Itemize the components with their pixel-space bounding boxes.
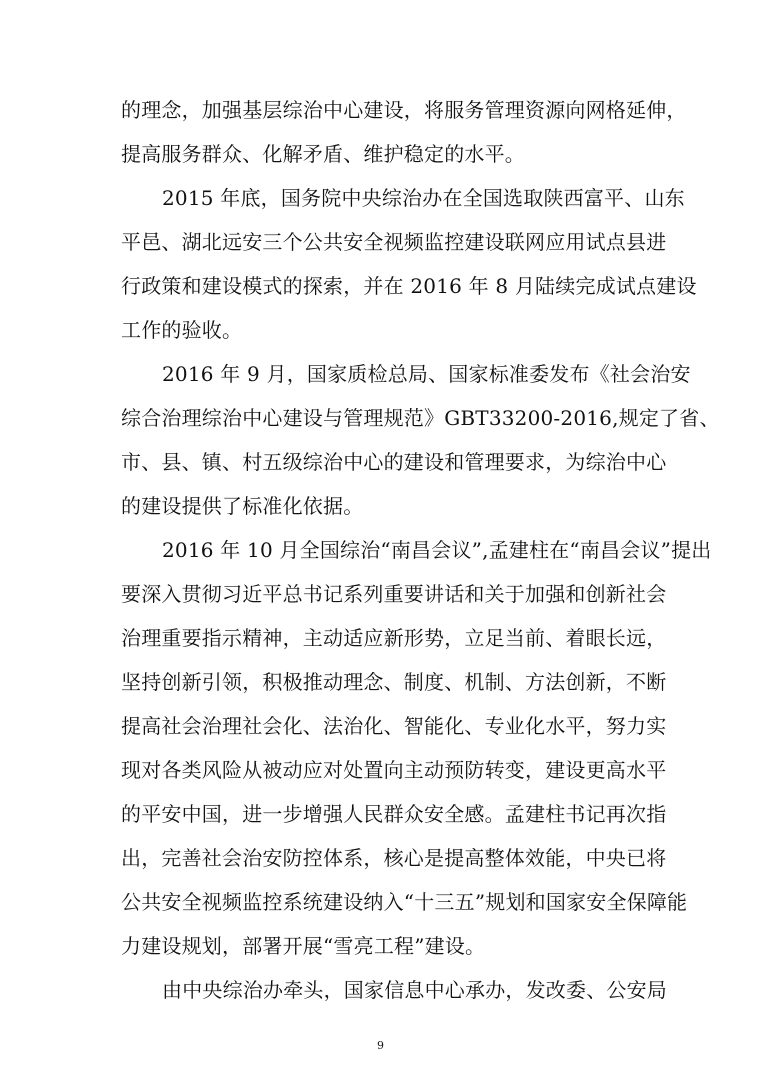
text-line: 提高社会治理社会化、法治化、智能化、专业化水平，努力实 <box>121 714 667 738</box>
text-line: 坚持创新引领，积极推动理念、制度、机制、方法创新，不断 <box>121 670 667 694</box>
text-line: 综合治理综治中心建设与管理规范》GBT33200-2016,规定了省、 <box>121 406 720 430</box>
text-line: 提高服务群众、化解矛盾、维护稳定的水平。 <box>121 142 525 166</box>
text-line: 现对各类风险从被动应对处置向主动预防转变，建设更高水平 <box>121 758 667 782</box>
text-line: 公共安全视频监控系统建设纳入“十三五”规划和国家安全保障能 <box>121 890 688 914</box>
text-line: 由中央综治办牵头，国家信息中心承办，发改委、公安局 <box>162 978 667 1002</box>
text-line: 治理重要指示精神，主动适应新形势，立足当前、着眼长远， <box>121 626 667 650</box>
text-line: 的建设提供了标准化依据。 <box>121 494 364 518</box>
text-line: 市、县、镇、村五级综治中心的建设和管理要求，为综治中心 <box>121 450 667 474</box>
text-line: 要深入贯彻习近平总书记系列重要讲话和关于加强和创新社会 <box>121 582 667 606</box>
text-line: 平邑、湖北远安三个公共安全视频监控建设联网应用试点县进 <box>121 230 667 254</box>
text-line: 2015 年底，国务院中央综治办在全国选取陕西富平、山东 <box>162 186 685 210</box>
text-line: 2016 年 10 月全国综治“南昌会议”,孟建柱在“南昌会议”提出 <box>162 538 712 562</box>
text-line: 的理念，加强基层综治中心建设，将服务管理资源向网格延伸， <box>121 98 687 122</box>
text-line: 力建设规划，部署开展“雪亮工程”建设。 <box>121 934 486 958</box>
text-line: 2016 年 9 月，国家质检总局、国家标准委发布《社会治安 <box>162 362 691 386</box>
text-line: 的平安中国，进一步增强人民群众安全感。孟建柱书记再次指 <box>121 802 667 826</box>
text-line: 工作的验收。 <box>121 318 243 342</box>
text-line: 行政策和建设模式的探索，并在 2016 年 8 月陆续完成试点建设 <box>121 274 697 298</box>
text-line: 出，完善社会治安防控体系，核心是提高整体效能，中央已将 <box>121 846 667 870</box>
page-number: 9 <box>377 1039 384 1052</box>
